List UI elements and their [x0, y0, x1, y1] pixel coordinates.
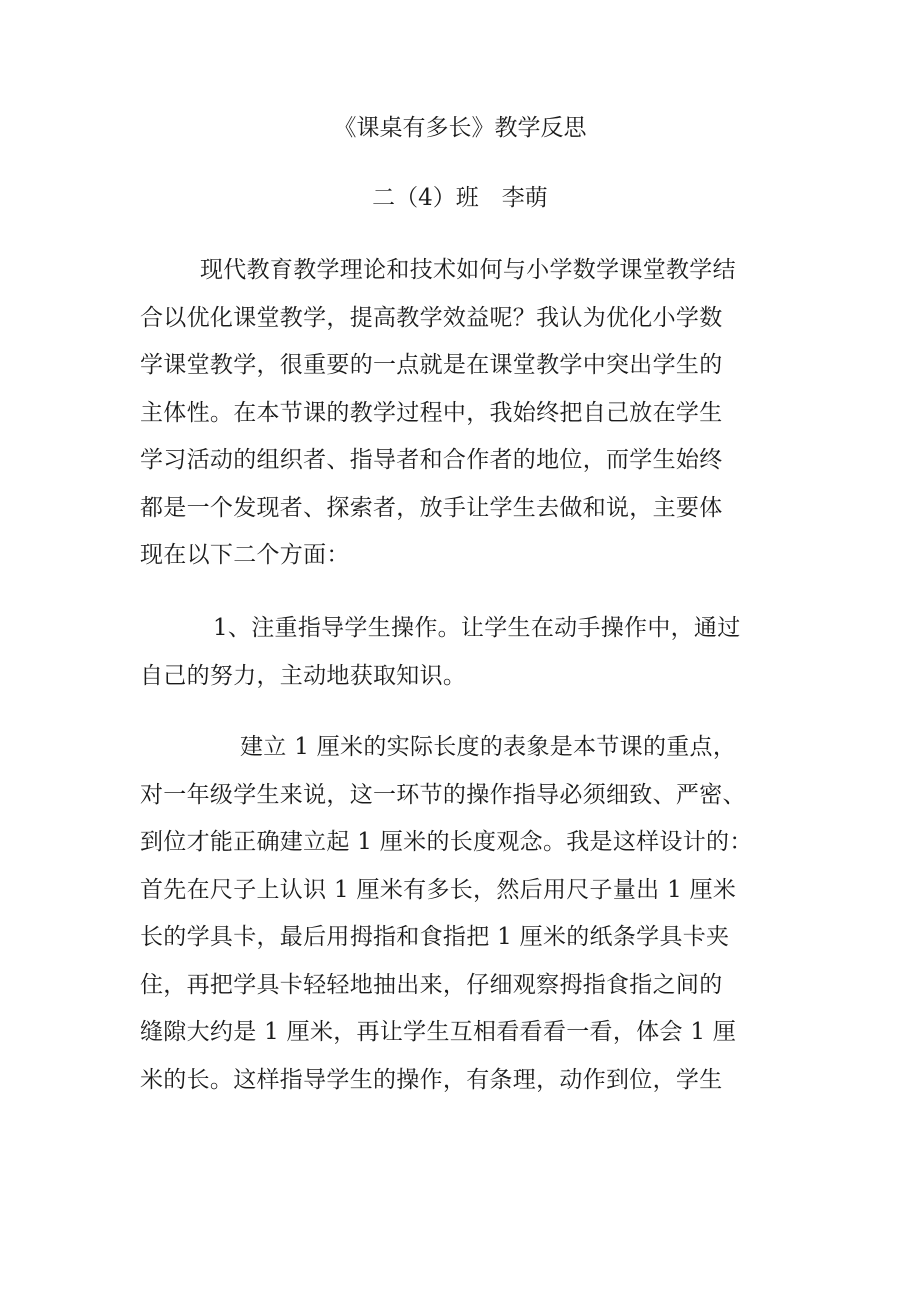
paragraph-2-line: 1、注重指导学生操作。让学生在动手操作中，通过: [213, 615, 741, 641]
paragraph-2-line: 自己的努力，主动地获取知识。: [140, 663, 467, 689]
paragraph-3-line: 长的学具卡，最后用拇指和食指把 1 厘米的纸条学具卡夹: [140, 924, 730, 950]
paragraph-1-line: 现代教育教学理论和技术如何与小学数学课堂教学结: [200, 257, 736, 283]
paragraph-1-line: 学课堂教学，很重要的一点就是在课堂教学中突出学生的: [140, 352, 723, 378]
paragraph-1-line: 现在以下二个方面：: [140, 542, 350, 568]
paragraph-3-line: 对一年级学生来说，这一环节的操作指导必须细致、严密、: [140, 782, 746, 808]
paragraph-3-line: 首先在尺子上认识 1 厘米有多长，然后用尺子量出 1 厘米: [140, 877, 737, 903]
document-author-line: 二（4）班 李萌: [372, 185, 548, 211]
paragraph-1-line: 合以优化课堂教学，提高教学效益呢？我认为优化小学数: [140, 305, 723, 331]
paragraph-3-line: 到位才能正确建立起 1 厘米的长度观念。我是这样设计的：: [140, 829, 753, 855]
paragraph-1-line: 主体性。在本节课的教学过程中，我始终把自己放在学生: [140, 400, 723, 426]
paragraph-3-line: 米的长。这样指导学生的操作，有条理，动作到位，学生: [140, 1067, 723, 1093]
paragraph-3-line: 缝隙大约是 1 厘米，再让学生互相看看看一看，体会 1 厘: [140, 1019, 737, 1045]
paragraph-3-line: 住，再把学具卡轻轻地抽出来，仔细观察拇指食指之间的: [140, 972, 723, 998]
document-title: 《课桌有多长》教学反思: [333, 115, 587, 141]
paragraph-1-line: 都是一个发现者、探索者，放手让学生去做和说，主要体: [140, 495, 723, 521]
paragraph-3-line: 建立 1 厘米的实际长度的表象是本节课的重点，: [240, 734, 737, 760]
paragraph-1-line: 学习活动的组织者、指导者和合作者的地位，而学生始终: [140, 447, 723, 473]
